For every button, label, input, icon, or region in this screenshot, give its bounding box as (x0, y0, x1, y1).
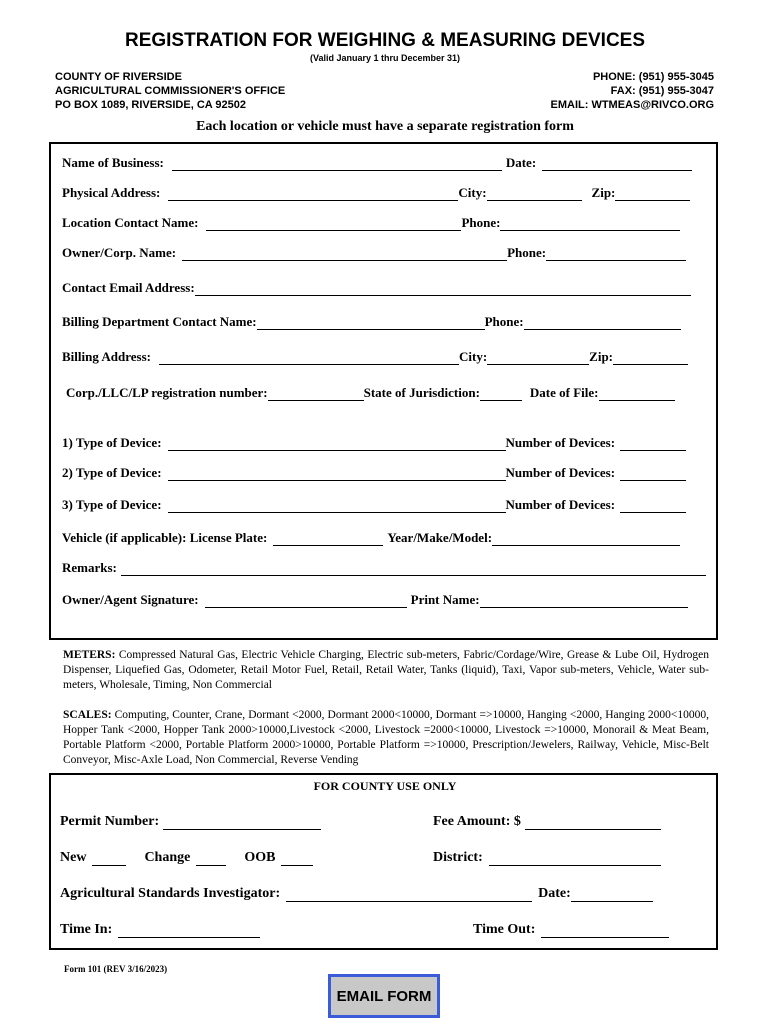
billing-city-field[interactable] (487, 350, 589, 365)
device2-count-label: Number of Devices: (505, 465, 616, 480)
owner-phone-field[interactable] (546, 246, 686, 261)
device3-count-field[interactable] (620, 498, 686, 513)
agency-contact-block (551, 70, 715, 112)
agency-line: PO BOX 1089, RIVERSIDE, CA 92502 (55, 99, 246, 111)
billing-contact-label: Billing Department Contact Name: (62, 314, 257, 329)
billing-contact-field[interactable] (257, 315, 485, 330)
location-contact-field[interactable] (206, 216, 461, 231)
time-out-row (473, 918, 669, 938)
meters-label: METERS: (63, 649, 116, 661)
fee-label: Fee Amount: $ (433, 814, 521, 829)
change-field[interactable] (196, 851, 226, 866)
billing-contact-row (62, 312, 681, 330)
physical-address-field[interactable] (168, 186, 458, 201)
vehicle-row (62, 528, 680, 546)
corp-reg-label: Corp./LLC/LP registration number: (66, 385, 268, 400)
device2-count-field[interactable] (620, 466, 686, 481)
corp-reg-field[interactable] (268, 386, 364, 401)
date-of-file-label: Date of File: (529, 385, 599, 400)
billing-phone-label: Phone: (484, 314, 524, 329)
scales-label: SCALES: (63, 709, 112, 721)
billing-phone-field[interactable] (524, 315, 681, 330)
location-phone-label: Phone: (461, 215, 501, 230)
remarks-label: Remarks: (62, 560, 117, 575)
business-name-row (62, 153, 692, 171)
meters-text: Compressed Natural Gas, Electric Vehicle Charging, Electric sub-meters, Fabric/Cordage/Wire, Grease & Lube Oil, Hydrogen Dispenser, Liquefied Gas, Odometer, Retail Motor Fuel, Retail, Retail Water, Tanks (liquid), Taxi, Vapor sub-meters, Vehicle, Water sub-meters, Wholesale, Timing, Non Commercial (63, 649, 710, 691)
separate-form-notice: Each location or vehicle must have a separate registration form (196, 119, 574, 134)
fee-row (433, 810, 661, 830)
location-contact-row (62, 213, 680, 231)
billing-city-label: City: (458, 349, 488, 364)
date-field[interactable] (542, 156, 692, 171)
contact-phone: PHONE: (951) 955-3045 (592, 71, 714, 83)
zip-label: Zip: (591, 185, 616, 200)
device3-row (62, 495, 686, 513)
license-plate-field[interactable] (273, 531, 383, 546)
location-phone-field[interactable] (500, 216, 680, 231)
meters-list (63, 648, 709, 693)
permit-row (60, 810, 321, 830)
permit-field[interactable] (163, 815, 321, 830)
device2-row (62, 463, 686, 481)
device1-field[interactable] (168, 436, 506, 451)
city-field[interactable] (487, 186, 582, 201)
contact-email: EMAIL: WTMEAS@RIVCO.ORG (550, 99, 714, 111)
form-title: REGISTRATION FOR WEIGHING & MEASURING DEVICES (124, 30, 646, 51)
billing-zip-label: Zip: (589, 349, 613, 364)
corp-registration-row (66, 383, 675, 401)
time-in-row (60, 918, 260, 938)
agency-line: COUNTY OF RIVERSIDE (55, 71, 182, 83)
device1-row (62, 433, 686, 451)
new-field[interactable] (92, 851, 126, 866)
remarks-row (62, 558, 706, 576)
device3-label: 3) Type of Device: (62, 497, 162, 512)
device1-count-field[interactable] (620, 436, 686, 451)
permit-label: Permit Number: (60, 814, 160, 829)
remarks-field[interactable] (121, 561, 706, 576)
scales-text: Computing, Counter, Crane, Dormant <2000, Dormant 2000<10000, Dormant =>10000, Hanging <2000, Hanging 2000<10000, Hopper Tank <2000, Hopper Tank 2000>10000,Livestock <2000, Livestock =2000<10000, Livestock =>10000, Monorail & Meat Beam, Portable Platform <2000, Portable Platform 2000>10000, Portable Platform =>10000, Prescription/Jewelers, Railway, Vehicle, Misc-Belt Conveyor, Misc-Axle Load, Non Commercial, Reverse Vending (63, 709, 709, 766)
device2-label: 2) Type of Device: (62, 465, 162, 480)
date-of-file-field[interactable] (599, 386, 675, 401)
county-use-title: FOR COUNTY USE ONLY (313, 779, 457, 793)
agency-address-block (55, 70, 285, 112)
device2-field[interactable] (168, 466, 506, 481)
license-plate-label: Vehicle (if applicable): License Plate: (62, 530, 268, 545)
time-out-label: Time Out: (473, 922, 536, 937)
business-name-field[interactable] (172, 156, 502, 171)
contact-email-field[interactable] (195, 281, 691, 296)
investigator-label: Agricultural Standards Investigator: (60, 886, 281, 901)
device1-count-label: Number of Devices: (505, 435, 616, 450)
device3-count-label: Number of Devices: (505, 497, 616, 512)
state-jurisdiction-field[interactable] (480, 386, 522, 401)
contact-fax: FAX: (951) 955-3047 (610, 85, 714, 97)
date-label: Date: (505, 155, 537, 170)
billing-address-label: Billing Address: (62, 349, 151, 364)
zip-field[interactable] (615, 186, 690, 201)
year-make-model-label: Year/Make/Model: (387, 530, 493, 545)
year-make-model-field[interactable] (492, 531, 680, 546)
state-jurisdiction-label: State of Jurisdiction: (363, 385, 480, 400)
county-date-field[interactable] (571, 887, 653, 902)
email-form-button[interactable]: EMAIL FORM (328, 974, 440, 1018)
status-row (60, 846, 313, 866)
time-in-field[interactable] (118, 923, 260, 938)
signature-row (62, 590, 688, 608)
district-label: District: (433, 850, 483, 865)
owner-corp-label: Owner/Corp. Name: (62, 245, 177, 260)
signature-label: Owner/Agent Signature: (62, 592, 199, 607)
contact-email-row (62, 278, 691, 296)
device3-field[interactable] (168, 498, 506, 513)
fee-field[interactable] (525, 815, 661, 830)
investigator-row (60, 882, 653, 902)
city-label: City: (458, 185, 487, 200)
time-in-label: Time In: (60, 922, 113, 937)
new-label: New (60, 850, 87, 865)
district-row (433, 846, 661, 866)
physical-address-row (62, 183, 690, 201)
time-out-field[interactable] (541, 923, 669, 938)
owner-phone-label: Phone: (507, 245, 547, 260)
print-name-field[interactable] (480, 593, 688, 608)
physical-address-label: Physical Address: (62, 185, 161, 200)
county-date-label: Date: (538, 886, 571, 901)
billing-address-field[interactable] (159, 350, 459, 365)
district-field[interactable] (489, 851, 661, 866)
billing-address-row (62, 347, 688, 365)
contact-email-label: Contact Email Address: (62, 280, 195, 295)
print-name-label: Print Name: (410, 592, 480, 607)
signature-field[interactable] (205, 593, 407, 608)
scales-list (63, 708, 709, 768)
change-label: Change (144, 850, 191, 865)
billing-zip-field[interactable] (613, 350, 688, 365)
agency-line: AGRICULTURAL COMMISSIONER'S OFFICE (55, 85, 286, 97)
owner-corp-field[interactable] (182, 246, 507, 261)
form-subtitle: (Valid January 1 thru December 31) (309, 53, 461, 63)
business-name-label: Name of Business: (62, 155, 164, 170)
device1-label: 1) Type of Device: (62, 435, 162, 450)
form-revision: Form 101 (REV 3/16/2023) (64, 964, 168, 974)
owner-corp-row (62, 243, 686, 261)
investigator-field[interactable] (286, 887, 532, 902)
oob-label: OOB (244, 850, 276, 865)
location-contact-label: Location Contact Name: (62, 215, 199, 230)
oob-field[interactable] (281, 851, 313, 866)
